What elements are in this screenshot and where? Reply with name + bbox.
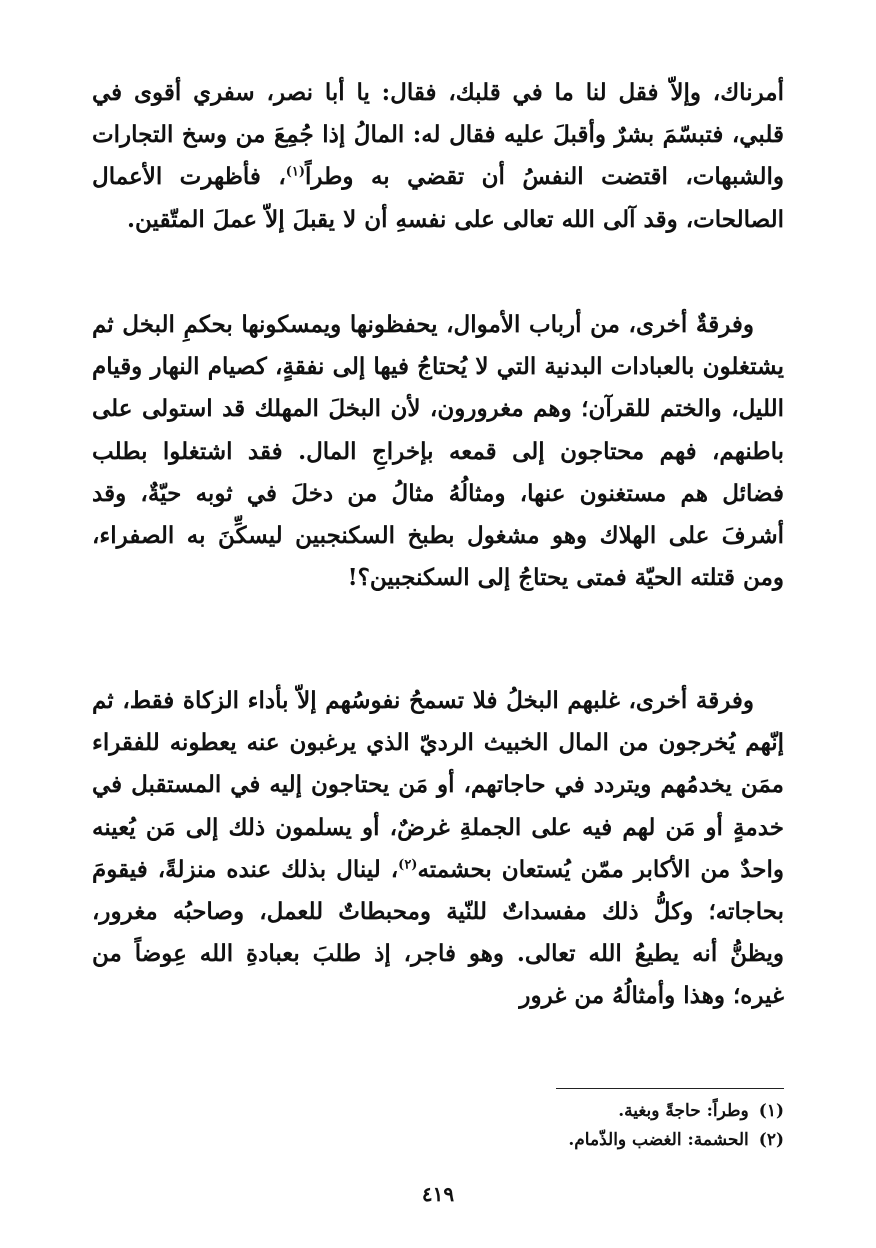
footnote-text: وطراً: حاجةً وبغية. bbox=[618, 1101, 749, 1121]
footnote-text: الحشمة: الغضب والذّمام. bbox=[568, 1130, 749, 1150]
paragraph-text: أمرناك، وإلاّ فقل لنا ما في قلبك، فقال: يا أبا نصر، سفري أقوى في قلبي، فتبسّمَ بشرٌ وأقبلَ عليه فقال له: المالُ إذا جُمِعَ من وسخ التجارات والشبهات، اقتضت النفسُ أن تقضي به وطراً bbox=[92, 79, 784, 191]
footnote-divider bbox=[556, 1088, 784, 1089]
paragraph-text: ، فأظهرت الأعمال الصالحات، وقد آلى الله تعالى على نفسهِ أن لا يقبلَ إلاّ عملَ المتّقين. bbox=[92, 163, 784, 233]
paragraph-text: ، لينال بذلك عنده منزلةً، فيقومَ بحاجاته؛ وكلُّ ذلك مفسداتٌ للنّية ومحبطاتٌ للعمل، وصاحبُه مغرور، ويظنُّ أنه يطيعُ الله تعالى. وهو فاجر، إذ طلبَ بعبادةِ الله عِوضاً من غيره؛ وهذا وأمثالُهُ من غرور bbox=[92, 855, 784, 1010]
footnotes bbox=[284, 1097, 784, 1155]
footnote-number: (٢) bbox=[758, 1130, 784, 1150]
footnote-ref-2: (٢) bbox=[398, 857, 418, 873]
paragraph-text: وفرقةٌ أخرى، من أرباب الأموال، يحفظونها ويمسكونها بحكمِ البخل ثم يشتغلون بالعبادات البدنية التي لا يُحتاجُ فيها إلى نفقةٍ، كصيام النهار وقيام الليل، والختم للقرآن؛ وهم مغرورون، لأن البخلَ المهلك قد استولى على باطنهم، فهم محتاجون إلى قمعه بإخراجِ المال. فقد اشتغلوا بطلب فضائل هم مستغنون عنها، ومثالُهُ مثالُ من دخلَ في ثوبه حيّةٌ، وقد أشرفَ على الهلاك وهو مشغول بطبخ السكنجبين ليسكِّنَ به الصفراء، ومن قتلته الحيّة فمتى يحتاجُ إلى السكنجبين؟! bbox=[92, 311, 784, 592]
body-paragraph-1 bbox=[92, 72, 784, 241]
footnote-ref-1: (١) bbox=[285, 164, 306, 180]
footnote-1 bbox=[284, 1097, 784, 1126]
body-paragraph-2 bbox=[92, 304, 784, 599]
page-number: ٤١٩ bbox=[421, 1182, 455, 1206]
body-paragraph-3 bbox=[92, 680, 784, 1018]
footnote-number: (١) bbox=[758, 1101, 784, 1121]
footnote-2 bbox=[284, 1126, 784, 1155]
paragraph-text: وفرقة أخرى، غلبهم البخلُ فلا تسمحُ نفوسُهم إلاّ بأداء الزكاة فقط، ثم إنّهم يُخرجون من المال الخبيث الرديّ الذي يرغبون عنه يعطونه للفقراء ممَن يخدمُهم ويتردد في حاجاتهم، أو مَن يحتاجون إليه في المستقبل في خدمةٍ أو مَن لهم فيه على الجملةِ غرضٌ، أو يسلمون ذلك إلى مَن يُعينه واحدٌ من الأكابر ممّن يُستعان بحشمته bbox=[92, 687, 784, 883]
